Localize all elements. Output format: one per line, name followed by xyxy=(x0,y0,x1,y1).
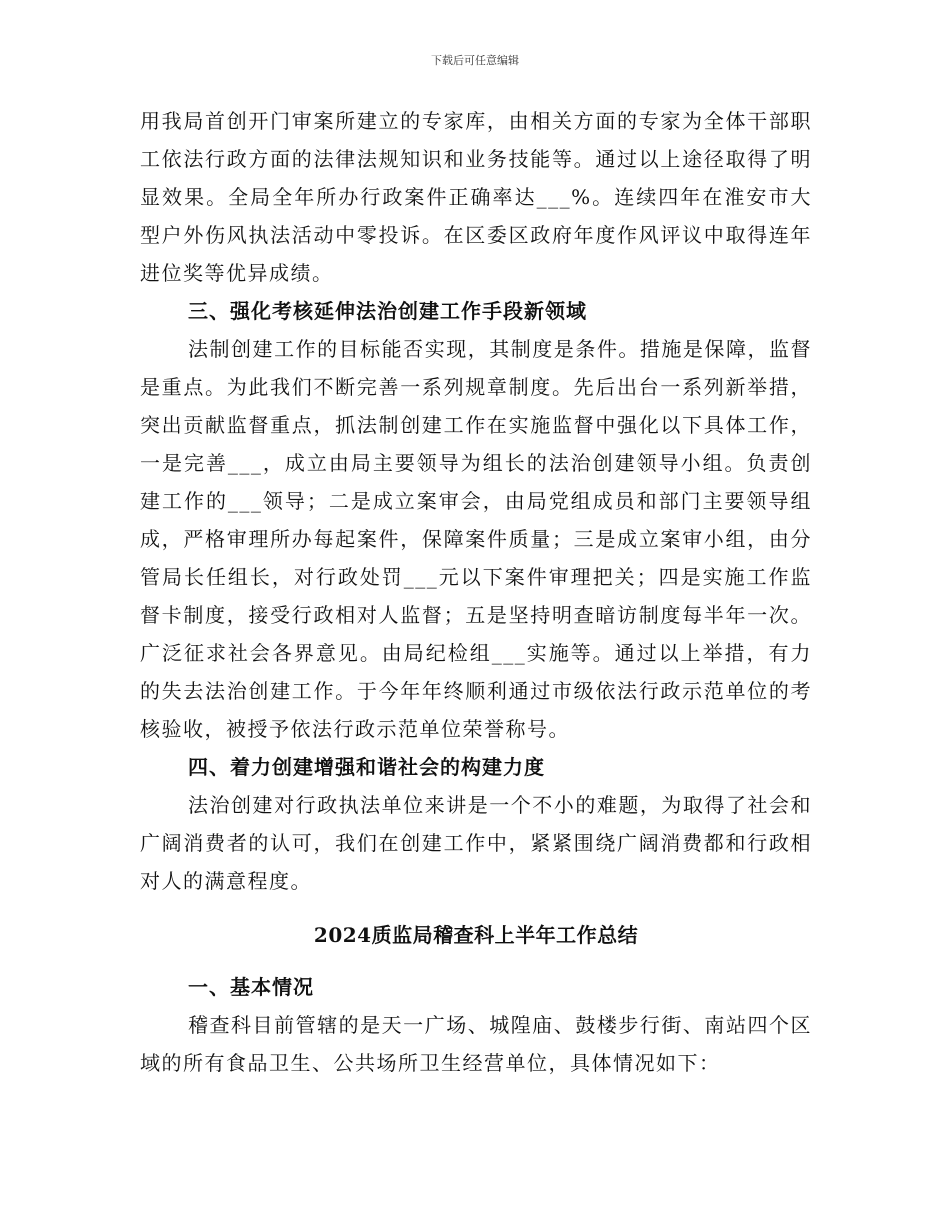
document-title: 2024质监局稽查科上半年工作总结 xyxy=(313,923,639,947)
document-body xyxy=(140,102,812,1082)
paragraph: 用我局首创开门审案所建立的专家库，由相关方面的专家为全体干部职工依法行政方面的法律法规知识和业务技能等。通过以上途径取得了明显效果。全局全年所办行政案件正确率达___%。连续四年在淮安市大型户外伤风执法活动中零投诉。在区委区政府年度作风评议中取得连年进位奖等优异成绩。 xyxy=(140,109,812,285)
section-heading: 四、着力创建增强和谐社会的构建力度 xyxy=(188,755,545,779)
paragraph: 稽查科目前管辖的是天一广场、城隍庙、鼓楼步行街、南站四个区域的所有食品卫生、公共场所卫生经营单位，具体情况如下： xyxy=(140,1013,812,1075)
section-heading: 一、基本情况 xyxy=(188,975,314,999)
paragraph: 法治创建对行政执法单位来讲是一个不小的难题，为取得了社会和广阔消费者的认可，我们在创建工作中，紧紧围绕广阔消费都和行政相对人的满意程度。 xyxy=(140,793,812,893)
section-heading: 三、强化考核延伸法治创建工作手段新领域 xyxy=(188,299,587,323)
paragraph: 法制创建工作的目标能否实现，其制度是条件。措施是保障，监督是重点。为此我们不断完善一系列规章制度。先后出台一系列新举措，突出贡献监督重点，抓法制创建工作在实施监督中强化以下具体工作，一是完善___，成立由局主要领导为组长的法治创建领导小组。负责创建工作的___领导；二是成立案审会，由局党组成员和部门主要领导组成，严格审理所办每起案件，保障案件质量；三是成立案审小组，由分管局长任组长，对行政处罚___元以下案件审理把关；四是实施工作监督卡制度，接受行政相对人监督；五是坚持明查暗访制度每半年一次。广泛征求社会各界意见。由局纪检组___实施等。通过以上举措，有力的失去法治创建工作。于今年年终顺利通过市级依法行政示范单位的考核验收，被授予依法行政示范单位荣誉称号。 xyxy=(140,337,812,741)
page-header: 下载后可任意编辑 xyxy=(431,54,519,67)
